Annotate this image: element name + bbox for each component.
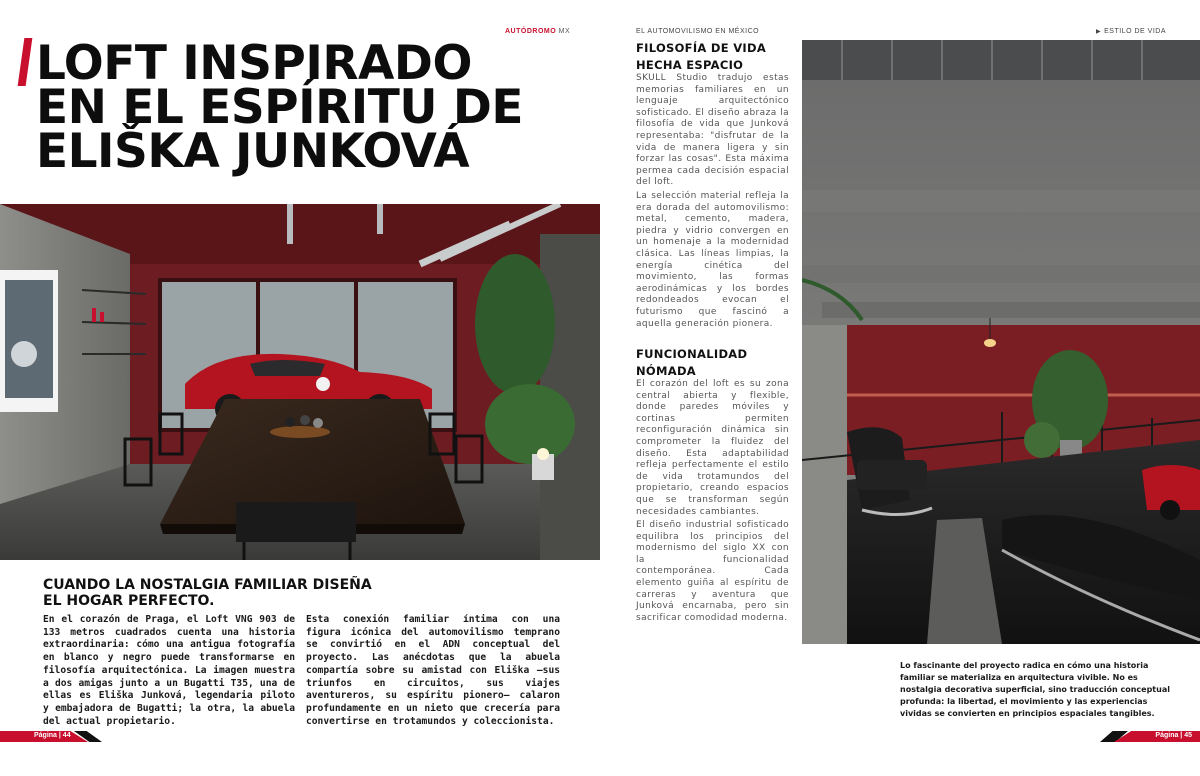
brand-name: AUTÓDROMO <box>505 28 557 35</box>
subheading-line: EL HOGAR PERFECTO. <box>43 593 215 609</box>
heading-line: HECHA ESPACIO <box>636 58 744 72</box>
photo-dining-area <box>0 204 600 560</box>
running-header-section: EL AUTOMOVILISMO EN MÉXICO <box>636 28 760 35</box>
title-line: EN EL ESPÍRITU DE <box>36 80 523 135</box>
page-title <box>36 36 596 179</box>
heading-line: NÓMADA <box>636 364 696 378</box>
page-number-left: Página | 44 <box>34 732 71 739</box>
running-header-right <box>1096 28 1166 35</box>
body-column-2: Esta conexión familiar íntima con una figura icónica del automovilismo temprano se convirtió en el ADN conceptual del proyecto. Las anécdotas que la abuela compartía sobre su amistad con Eliška —sus triunfos en circuitos, sus viajes aventureros, su espíritu pionero— calaron profundamente en un nieto que crecería para convertirse en trotamundos y coleccionista. <box>306 614 560 727</box>
section-label: ESTILO DE VIDA <box>1104 28 1166 35</box>
heading-filosofia <box>636 40 766 74</box>
page-footer-left <box>0 731 100 742</box>
page-footer-right <box>1100 731 1200 742</box>
body-column-1: En el corazón de Praga, el Loft VNG 903 de 133 metros cuadrados cuenta una historia extraordinaria: cómo una antigua fotografía en blanco y negro puede transformarse en filosofía arquitectónica. La imagen muestra a dos amigas junto a un Bugatti T35, una de ellas es Eliška Junková, legendaria piloto y embajadora de Bugatti; la otra, la abuela del actual propietario. <box>43 614 295 727</box>
subheading-line: CUANDO LA NOSTALGIA FAMILIAR DISEÑA <box>43 577 372 593</box>
headline-accent-bar <box>18 38 33 86</box>
heading-line: FUNCIONALIDAD <box>636 347 748 361</box>
brand-suffix: MX <box>558 28 571 35</box>
title-line: ELIŠKA JUNKOVÁ <box>36 124 470 179</box>
photo-mezzanine <box>802 40 1200 644</box>
running-header-left <box>505 28 570 35</box>
paragraph-2: La selección material refleja la era dorada del automovilismo: metal, cemento, madera, piedra y vidrio convergen en un homenaje a la modernidad clásica. Las líneas limpias, la energía cinética del movimiento, las formas aerodinámicas y los bordes redondeados evocan el futurismo que fascinó a aquella generación pionera. <box>636 191 789 329</box>
title-line: LOFT INSPIRADO <box>36 36 472 91</box>
photo-caption: Lo fascinante del proyecto radica en cómo una historia familiar se materializa en arquitectura vivible. No es nostalgia decorativa superficial, sino traducción conceptual profunda: la libertad, el movimiento y las experiencias vividas se convierten en principios espaciales tangibles. <box>900 661 1170 718</box>
paragraph-4: El diseño industrial sofisticado equilibra los principios del modernismo del siglo XX con la funcionalidad contemporánea. Cada elemento guiña al espíritu de carreras y aventura que Junková encarnaba, pero sin sacrificar comodidad moderna. <box>636 520 789 623</box>
paragraph-3: El corazón del loft es su zona central abierta y flexible, donde paredes móviles y cortinas permiten reconfiguración dinámica sin comprometer la fluidez del diseño. Esta adaptabilidad refleja perfectamente el estilo de vida trotamundos del propietario, creando espacios que se transforman según necesidades cambiantes. <box>636 379 789 517</box>
heading-funcionalidad <box>636 346 747 380</box>
heading-line: FILOSOFÍA DE VIDA <box>636 41 767 55</box>
triangle-icon: ▶ <box>1096 29 1102 35</box>
page-number-right: Página | 45 <box>1155 732 1192 739</box>
section-subheading <box>43 577 443 609</box>
paragraph-1: SKULL Studio tradujo estas memorias familiares en un lenguaje arquitectónico sofisticado. El diseño abraza la filosofía de vida que Junková representaba: "disfrutar de la vida de manera ligera y sin forzar las cosas". Esta máxima permea cada decisión espacial del loft. <box>636 73 789 188</box>
